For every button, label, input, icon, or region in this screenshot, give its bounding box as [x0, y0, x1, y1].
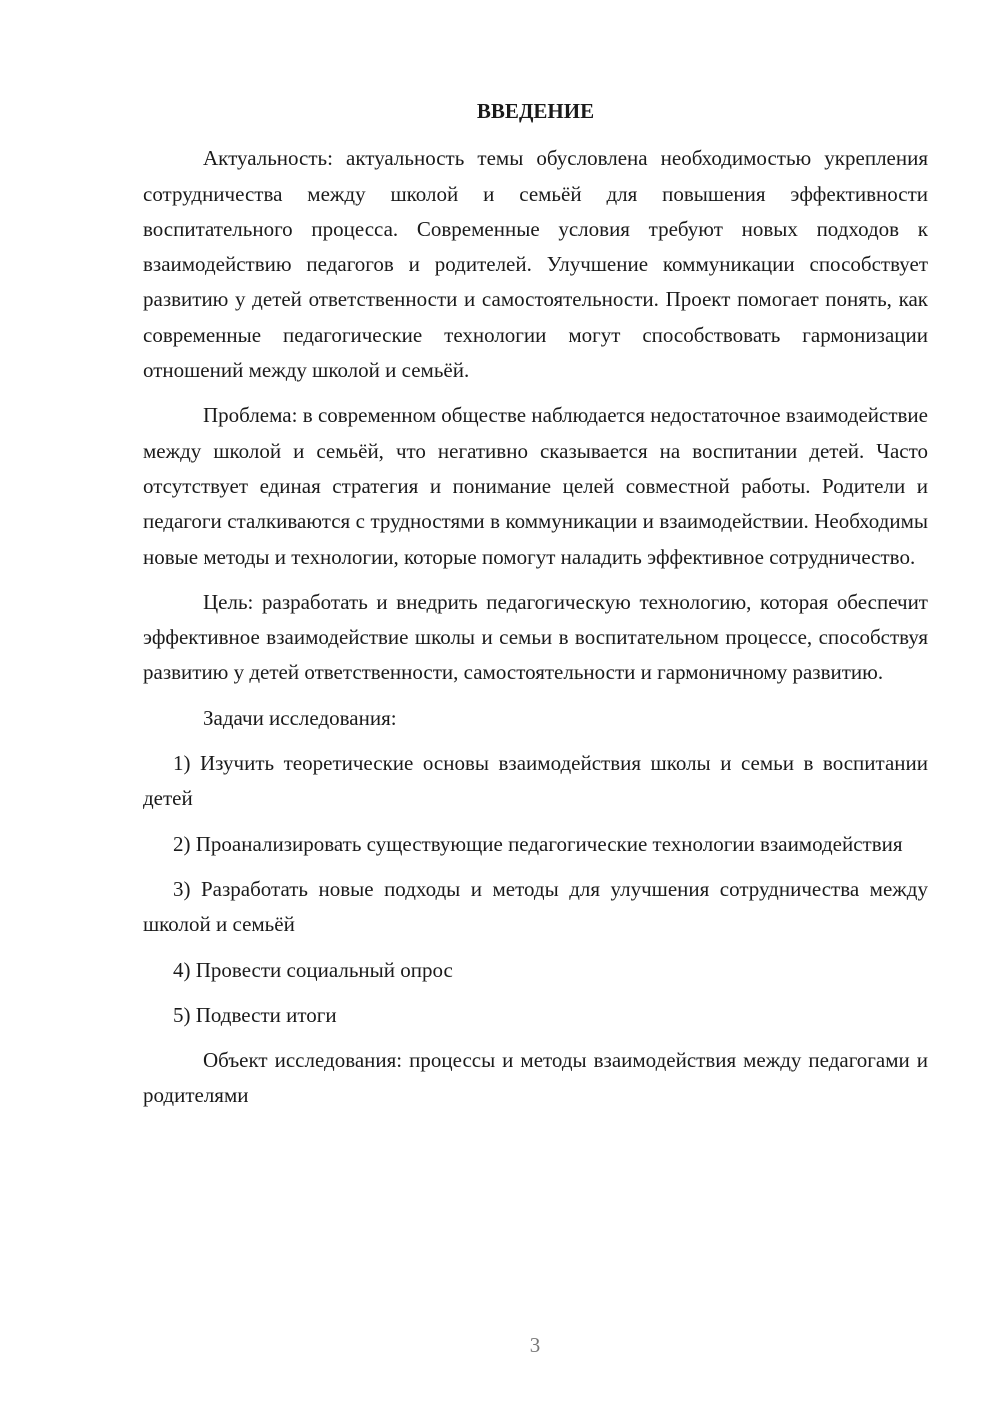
task-item-1: 1) Изучить теоретические основы взаимодействия школы и семьи в воспитании детей — [143, 751, 928, 811]
task-item-2: 2) Проанализировать существующие педагогические технологии взаимодействия — [173, 831, 903, 856]
task-item-4: 4) Провести социальный опрос — [173, 957, 453, 982]
document-body — [143, 94, 928, 1124]
section-heading: ВВЕДЕНИЕ — [476, 99, 595, 123]
tasks-heading: Задачи исследования: — [203, 705, 397, 730]
problem-paragraph: Проблема: в современном обществе наблюдается недостаточное взаимодействие между школой и семьёй, что негативно сказывается на воспитании детей. Часто отсутствует единая стратегия и понимание целей совместной работы. Родители и педагоги сталкиваются с трудностями в коммуникации и взаимодействии. Необходимы новые методы и технологии, которые помогут наладить эффективное сотрудничество. — [143, 403, 928, 569]
task-item-5: 5) Подвести итоги — [173, 1002, 337, 1027]
task-item-3: 3) Разработать новые подходы и методы для улучшения сотрудничества между школой и семьёй — [143, 876, 928, 937]
page-number: 3 — [529, 1333, 541, 1357]
goal-paragraph: Цель: разработать и внедрить педагогическую технологию, которая обеспечит эффективное взаимодействие школы и семьи в воспитательном процессе, способствуя развитию у детей ответственности, самостоятельности и гармоничному развитию. — [143, 589, 928, 685]
relevance-paragraph: Актуальность: актуальность темы обусловлена необходимостью укрепления сотрудничества между школой и семьёй для повышения эффективности воспитательного процесса. Современные условия требуют новых подходов к взаимодействию педагогов и родителей. Улучшение коммуникации способствует развитию у детей ответственности и самостоятельности. Проект помогает понять, как современные педагогические технологии могут способствовать гармонизации отношений между школой и семьёй. — [143, 146, 928, 383]
object-paragraph: Объект исследования: процессы и методы взаимодействия между педагогами и родителями — [143, 1048, 928, 1108]
